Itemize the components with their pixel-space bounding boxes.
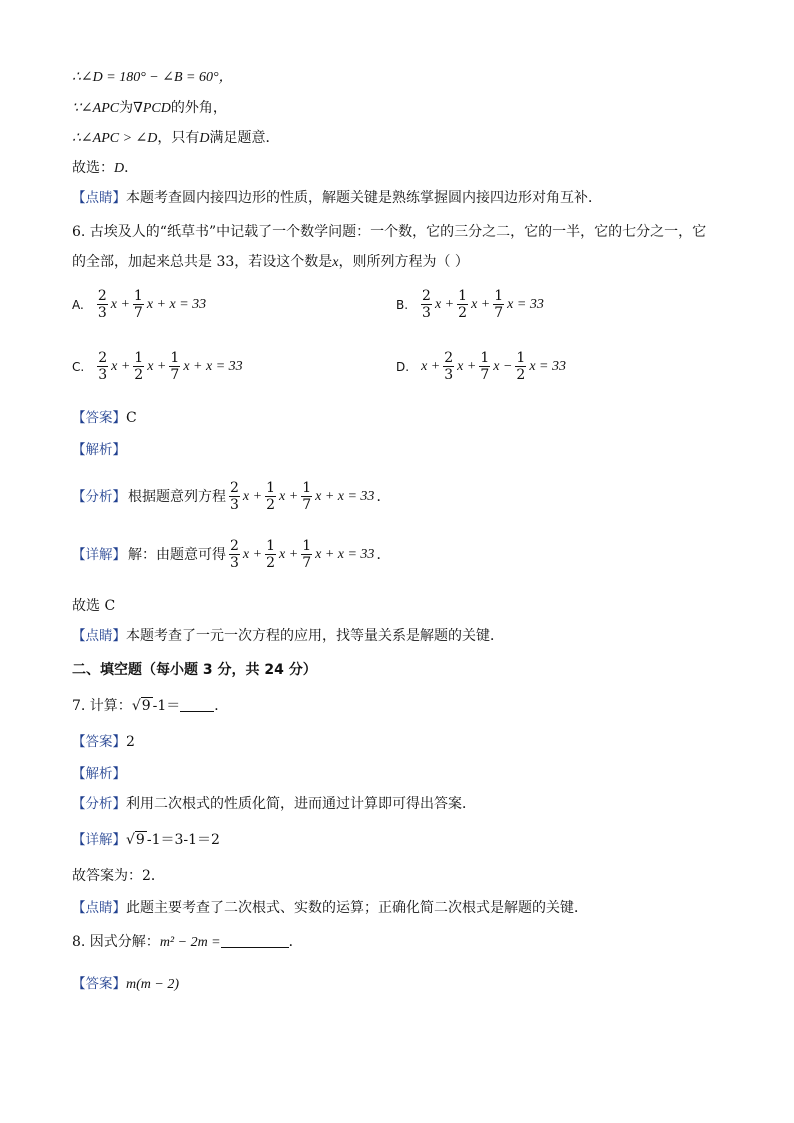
fraction: $\frac{2}{3}$: [230, 480, 239, 513]
q6-option-a[interactable]: A. $\frac{2}{3}$ x + $\frac{1}{7}$ x + x = 33: [72, 288, 207, 321]
q8-answer: 【答案】m(m − 2): [72, 976, 179, 992]
q6-option-d[interactable]: D. x + $\frac{2}{3}$ x + $\frac{1}{7}$ x − $\frac{1}{2}$ x = 33: [396, 350, 567, 383]
line-choose-d: 故选：D．: [72, 160, 139, 176]
fraction: $\frac{1}{7}$: [302, 538, 312, 571]
fraction: $\frac{1}{7}$: [480, 350, 490, 383]
fraction: $\frac{1}{7}$: [170, 350, 180, 383]
q6-stem-line2: 的全部，加起来总共是 33，若设这个数是x，则所列方程为（ ）: [72, 254, 469, 270]
fraction: $\frac{1}{2}$: [266, 480, 276, 513]
fraction: $\frac{2}{3}$: [230, 538, 239, 571]
answer-blank[interactable]: [221, 933, 289, 948]
sqrt-symbol: √9: [126, 832, 145, 848]
fraction: $\frac{2}{3}$: [97, 288, 107, 321]
fraction: $\frac{1}{7}$: [302, 480, 312, 513]
q7-analysis-tag: 【解析】: [72, 766, 126, 782]
q6-analysis-tag: 【解析】: [72, 442, 126, 458]
line-exterior-angle: ∵∠APC为∇PCD的外角，: [72, 100, 227, 116]
fraction: $\frac{2}{3}$: [422, 288, 431, 321]
q7-stem: 7. 计算：√9 -1＝ ．: [72, 698, 229, 714]
q7-answer: 【答案】2: [72, 734, 135, 750]
fraction: $\frac{1}{7}$: [133, 288, 143, 321]
fraction: $\frac{2}{3}$: [98, 350, 108, 383]
fraction: $\frac{1}{2}$: [516, 350, 526, 383]
line-dianjing-1: 【点睛】本题考查圆内接四边形的性质，解题关键是熟练掌握圆内接四边形对角互补．: [72, 190, 602, 206]
fraction: $\frac{2}{3}$: [444, 350, 454, 383]
q8-stem: 8. 因式分解：m² − 2m = ．: [72, 934, 303, 950]
q6-xiangjie: 【详解】 解：由题意可得 $\frac{2}{3}$ x + $\frac{1}{2}$ x + $\frac{1}{7}$ x + x = 33 ．: [72, 538, 391, 571]
q7-dianjing: 【点睛】此题主要考查了二次根式、实数的运算；正确化简二次根式是解题的关键．: [72, 900, 588, 916]
q6-fenxi: 【分析】 根据题意列方程 $\frac{2}{3}$ x + $\frac{1}{2}$ x + $\frac{1}{7}$ x + x = 33 ．: [72, 480, 391, 513]
q7-guda: 故答案为：2．: [72, 868, 165, 884]
q6-dianjing: 【点睛】本题考查了一元一次方程的应用，找等量关系是解题的关键．: [72, 628, 504, 644]
q7-xiangjie: 【详解】√9 -1＝3-1＝2: [72, 832, 220, 848]
line-angle-d: ∴∠D = 180° − ∠B = 60°，: [72, 70, 233, 85]
fraction: $\frac{1}{2}$: [134, 350, 144, 383]
answer-blank[interactable]: [180, 697, 214, 712]
q6-answer: 【答案】C: [72, 410, 137, 426]
q6-option-b[interactable]: B. $\frac{2}{3}$ x + $\frac{1}{2}$ x + $\frac{1}{7}$ x = 33: [396, 288, 544, 321]
sqrt-symbol: √9: [131, 698, 151, 714]
q6-stem-line1: 6. 古埃及人的“纸草书”中记载了一个数学问题：一个数，它的三分之二，它的一半，它的七分之一，它: [72, 224, 707, 240]
line-compare-angle: ∴∠APC > ∠D，只有D满足题意．: [72, 130, 280, 146]
q6-guxuan: 故选 C: [72, 598, 116, 614]
q6-option-c[interactable]: C. $\frac{2}{3}$ x + $\frac{1}{2}$ x + $\frac{1}{7}$ x + x = 33: [72, 350, 243, 383]
q7-fenxi: 【分析】利用二次根式的性质化简，进而通过计算即可得出答案．: [72, 796, 476, 812]
fraction: $\frac{1}{7}$: [494, 288, 504, 321]
fraction: $\frac{1}{2}$: [458, 288, 468, 321]
fraction: $\frac{1}{2}$: [266, 538, 276, 571]
section-heading-fill-blank: 二、填空题（每小题 3 分，共 24 分）: [72, 662, 317, 678]
